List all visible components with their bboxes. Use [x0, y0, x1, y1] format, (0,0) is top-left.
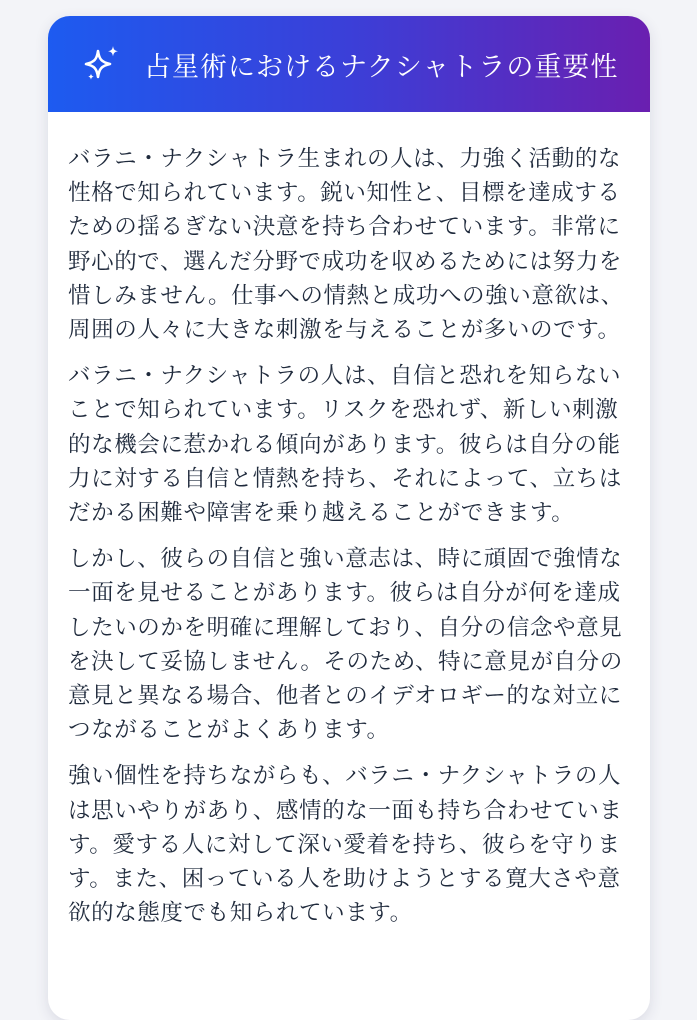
paragraph-1: バラニ・ナクシャトラ生まれの人は、力強く活動的な性格で知られています。鋭い知性と、目標を達成するための揺るぎない決意を持ち合わせています。非常に野心的で、選んだ分野で成功を収めるためには努力を惜しみません。仕事への情熱と成功への強い意欲は、周囲の人々に大きな刺激を与えることが多いのです。: [68, 146, 624, 344]
card-title: 占星術におけるナクシャトラの重要性: [144, 51, 619, 83]
paragraph-3: しかし、彼らの自信と強い意志は、時に頑固で強情な一面を見せることがあります。彼らは自分が何を達成したいのかを明確に理解しており、自分の信念や意見を決して妥協しません。そのため、特に意見が自分の意見と異なる場合、他者とのイデオロギー的な対立につながることがよくあります。: [68, 546, 623, 744]
sparkles-icon: [82, 43, 124, 85]
paragraph-4: 強い個性を持ちながらも、バラニ・ナクシャトラの人は思いやりがあり、感情的な一面も持ち合わせています。愛する人に対して深い愛着を持ち、彼らを守ります。また、困っている人を助けようとする寛大さや意欲的な態度でも知られています。: [68, 763, 623, 927]
card-header: [48, 16, 650, 112]
paragraph-2: バラニ・ナクシャトラの人は、自信と恐れを知らないことで知られています。リスクを恐れず、新しい刺激的な機会に惹かれる傾向があります。彼らは自分の能力に対する自信と情熱を持ち、それによって、立ちはだかる困難や障害を乗り越えることができます。: [68, 363, 622, 527]
info-card: [48, 16, 650, 1020]
card-body: [48, 112, 650, 930]
